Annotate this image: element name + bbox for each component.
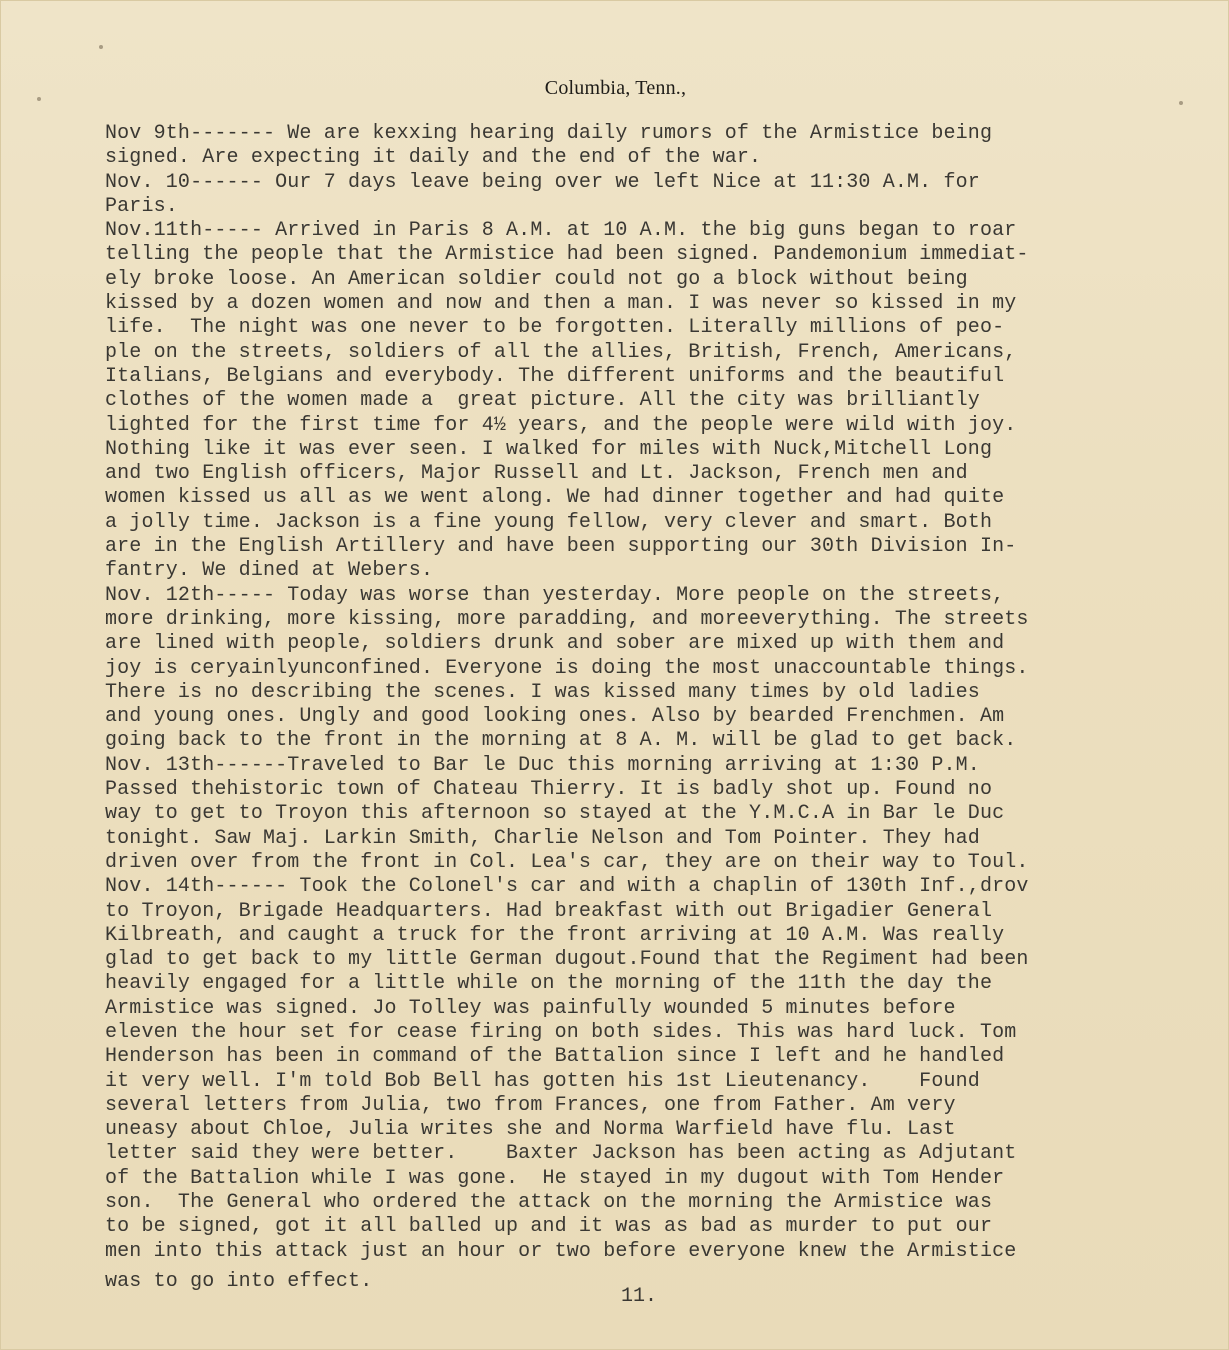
typed-line: men into this attack just an hour or two before everyone knew the Armistice — [105, 1239, 1017, 1263]
typed-line: going back to the front in the morning at 8 A. M. will be glad to get back. — [105, 729, 1017, 753]
typed-line: heavily engaged for a little while on the morning of the 11th the day the — [105, 972, 993, 996]
typed-line: Nov. 14th------ Took the Colonel's car and with a chaplin of 130th Inf.,drov — [105, 875, 1029, 899]
typed-line: way to get to Troyon this afternoon so stayed at the Y.M.C.A in Bar le Duc — [105, 802, 1005, 826]
typed-line: lighted for the first time for 4½ years, and the people were wild with joy. — [105, 413, 1017, 437]
typed-line: tonight. Saw Maj. Larkin Smith, Charlie Nelson and Tom Pointer. They had — [105, 826, 980, 850]
typed-line: Nov 9th------- We are kexxing hearing daily rumors of the Armistice being — [105, 122, 993, 145]
paper-speck — [99, 45, 103, 49]
typed-line: a jolly time. Jackson is a fine young fellow, very clever and smart. Both — [105, 510, 993, 534]
typed-line: letter said they were better. Baxter Jackson has been acting as Adjutant — [105, 1142, 1017, 1166]
typed-line: to Troyon, Brigade Headquarters. Had breakfast with out Brigadier General — [105, 899, 993, 923]
typed-line: are in the English Artillery and have been supporting our 30th Division In- — [105, 535, 1017, 559]
typed-line: telling the people that the Armistice had been signed. Pandemonium immediat- — [105, 243, 1029, 267]
typed-line: Nov.11th----- Arrived in Paris 8 A.M. at 10 A.M. the big guns began to roar — [105, 219, 1017, 243]
page-number: 11. — [621, 1285, 658, 1308]
typed-line: life. The night was one never to be forgotten. Literally millions of peo- — [105, 316, 1005, 340]
paper-speck — [1179, 101, 1183, 105]
typed-line: and young ones. Ungly and good looking ones. Also by bearded Frenchmen. Am — [105, 705, 1005, 729]
typed-line: several letters from Julia, two from Frances, one from Father. Am very — [105, 1093, 956, 1117]
typed-line: Nov. 13th------Traveled to Bar le Duc this morning arriving at 1:30 P.M. — [105, 753, 980, 777]
typed-line: Nov. 10------ Our 7 days leave being over we left Nice at 11:30 A.M. for — [105, 170, 980, 194]
typed-line: are lined with people, soldiers drunk and sober are mixed up with them and — [105, 632, 1005, 656]
typed-line: and two English officers, Major Russell and Lt. Jackson, French men and — [105, 462, 968, 486]
typed-line: kissed by a dozen women and now and then a man. I was never so kissed in my — [105, 292, 1017, 316]
typed-line: Kilbreath, and caught a truck for the front arriving at 10 A.M. Was really — [105, 923, 1005, 947]
typed-line: was to go into effect. — [105, 1269, 373, 1293]
typed-line: driven over from the front in Col. Lea's car, they are on their way to Toul. — [105, 850, 1029, 874]
typed-line: son. The General who ordered the attack on the morning the Armistice was — [105, 1191, 993, 1215]
typed-line: Armistice was signed. Jo Tolley was painfully wounded 5 minutes before — [105, 996, 956, 1020]
typed-body-text — [105, 122, 1205, 1294]
typed-line: signed. Are expecting it daily and the end of the war. — [105, 146, 762, 170]
typed-line: more drinking, more kissing, more paradding, and moreeverything. The streets — [105, 607, 1029, 631]
typed-line: ely broke loose. An American soldier could not go a block without being — [105, 267, 968, 291]
typed-line: glad to get back to my little German dugout.Found that the Regiment had been — [105, 948, 1029, 972]
typed-line: clothes of the women made a great picture. All the city was brilliantly — [105, 389, 980, 413]
typed-line: ple on the streets, soldiers of all the allies, British, French, Americans, — [105, 340, 1017, 364]
typed-line: Italians, Belgians and everybody. The different uniforms and the beautiful — [105, 364, 1005, 388]
typed-line: Henderson has been in command of the Battalion since I left and he handled — [105, 1045, 1005, 1069]
typed-line: Nothing like it was ever seen. I walked for miles with Nuck,Mitchell Long — [105, 437, 993, 461]
typed-line: fantry. We dined at Webers. — [105, 559, 434, 583]
typed-line: joy is ceryainlyunconfined. Everyone is doing the most unaccountable things. — [105, 656, 1029, 680]
letterhead-location: Columbia, Tenn., — [544, 77, 687, 99]
typed-line: Paris. — [105, 194, 178, 218]
typed-line: Passed thehistoric town of Chateau Thierry. It is badly shot up. Found no — [105, 778, 993, 802]
typed-line: of the Battalion while I was gone. He stayed in my dugout with Tom Hender — [105, 1166, 1005, 1190]
typed-line: it very well. I'm told Bob Bell has gotten his 1st Lieutenancy. Found — [105, 1069, 980, 1093]
typed-line: women kissed us all as we went along. We had dinner together and had quite — [105, 486, 1005, 510]
typed-line: uneasy about Chloe, Julia writes she and Norma Warfield have flu. Last — [105, 1118, 956, 1142]
typed-line: to be signed, got it all balled up and it was as bad as murder to put our — [105, 1215, 993, 1239]
typed-line: There is no describing the scenes. I was kissed many times by old ladies — [105, 680, 980, 704]
typed-line: Nov. 12th----- Today was worse than yesterday. More people on the streets, — [105, 583, 1005, 607]
typed-line: eleven the hour set for cease firing on both sides. This was hard luck. Tom — [105, 1020, 1017, 1044]
